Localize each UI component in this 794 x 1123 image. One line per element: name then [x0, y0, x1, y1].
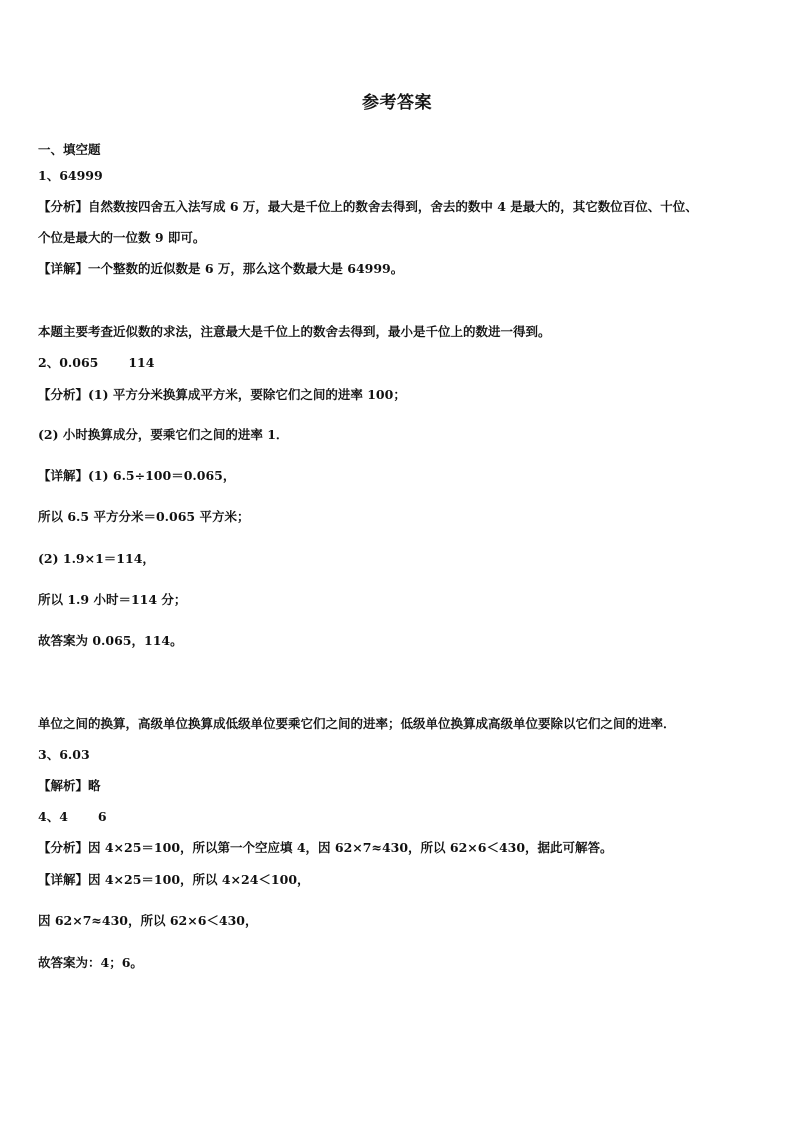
q3-analysis: 【解析】略: [38, 778, 101, 793]
q2-conclusion: 故答案为 0.065，114。: [38, 633, 183, 648]
q1-analysis-line-2: 个位是最大的一位数 9 即可。: [38, 230, 206, 245]
q4-detail-line-1: 【详解】因 4×25＝100，所以 4×24＜100，: [38, 872, 310, 887]
q2-answer-1: 2、0.065: [38, 355, 99, 370]
q2-note: 单位之间的换算，高级单位换算成低级单位要乘它们之间的进率；低级单位换算成高级单位要除以它们之间的进率．: [38, 716, 676, 731]
q4-header: [38, 808, 760, 826]
section-heading: 一、填空题: [38, 142, 101, 157]
q2-detail-line-2: 所以 6.5 平方分米＝0.065 平方米；: [38, 509, 250, 524]
q1-analysis-line-1: 【分析】自然数按四舍五入法写成 6 万，最大是千位上的数舍去得到，舍去的数中 4 是最大的，其它数位百位、十位、: [38, 199, 698, 214]
q2-detail-line-4: 所以 1.9 小时＝114 分；: [38, 592, 187, 607]
q4-answer-2: 6: [97, 809, 107, 824]
q1-header: 1、64999: [38, 168, 103, 183]
q2-detail-line-1: 【详解】(1) 6.5÷100＝0.065，: [38, 468, 236, 483]
page-title: 参考答案: [362, 93, 432, 113]
q3-header: 3、6.03: [38, 747, 90, 762]
q4-answer-1: 4、4: [38, 809, 68, 824]
q4-analysis: 【分析】因 4×25＝100，所以第一个空应填 4，因 62×7≈430，所以 62×6＜430，据此可解答。: [38, 840, 613, 855]
q2-detail-line-3: (2) 1.9×1＝114，: [38, 551, 155, 566]
q2-header: [38, 354, 760, 372]
q2-answer-2: 114: [128, 355, 155, 370]
q1-note: 本题主要考查近似数的求法，注意最大是千位上的数舍去得到，最小是千位上的数进一得到。: [38, 324, 551, 339]
q1-detail: 【详解】一个整数的近似数是 6 万，那么这个数最大是 64999。: [38, 261, 404, 276]
q4-conclusion: 故答案为：4；6。: [38, 955, 143, 970]
q2-analysis-line-2: (2) 小时换算成分，要乘它们之间的进率 1．: [38, 427, 289, 442]
q2-analysis-line-1: 【分析】(1) 平方分米换算成平方米，要除它们之间的进率 100；: [38, 387, 406, 402]
q4-detail-line-2: 因 62×7≈430，所以 62×6＜430，: [38, 913, 258, 928]
